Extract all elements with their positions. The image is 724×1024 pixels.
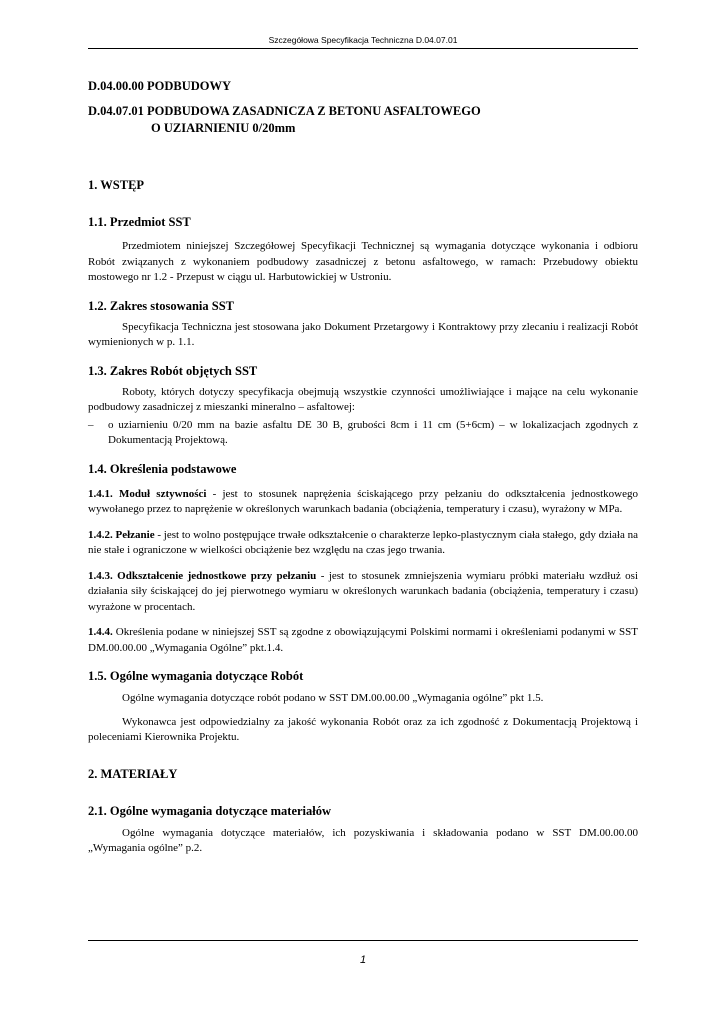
paragraph-1-5-a: Ogólne wymagania dotyczące robót podano w SST DM.00.00.00 „Wymagania ogólne” pkt 1.5. [122,692,544,704]
section-heading-2: 2. MATERIAŁY [88,766,178,781]
definition-1-4-1 [88,487,638,518]
definition-term: 1.4.2. Pełzanie [88,528,155,541]
paragraph-1-5-b: Wykonawca jest odpowiedzialny za jakość wykonania Robót oraz za ich zgodność z Dokumentacją Projektową i poleceniami Kierownika Projektu. [88,715,638,743]
definition-text: Określenia podane w niniejszej SST są zgodne z obowiązującymi Polskimi normami i określeniami podanymi w SST DM.00.00.00 „Wymagania Ogólne” pkt.1.4. [88,626,638,654]
section-heading-2-1: 2.1. Ogólne wymagania dotyczące materiałów [88,803,332,818]
definition-1-4-3 [88,569,638,616]
header-rule [88,48,638,49]
definition-term: 1.4.1. Moduł sztywności [88,487,207,500]
definition-1-4-2 [88,528,638,559]
document-group-title: D.04.00.00 PODBUDOWY [88,79,232,93]
paragraph-1-1: Przedmiotem niniejszej Szczegółowej Specyfikacji Technicznej są wymagania dotyczące wykonania i odbioru Robót związanych z wykonaniem podbudowy zasadniczej z betonu asfaltowego, w ramach: Przebudowy obiektu mostowego nr 1.2 - Przepust w ciągu ul. Harbutowickiej w Ustroniu. [88,240,638,283]
definition-text: - jest to stosunek naprężenia ściskającego przy pełzaniu do odkształcenia jednostkowego wywołanego przez to naprężenie w określonych warunkach badania (obciążenia, temperatury i czasu), wyrażony w MPa. [88,487,639,515]
section-heading-1: 1. WSTĘP [88,178,145,192]
footer-rule [88,940,638,941]
paragraph-1-3: Roboty, których dotyczy specyfikacja obejmują wszystkie czynności umożliwiające i mające na celu wykonanie podbudowy zasadniczej z mieszanki mineralno – asfaltowej: [88,385,638,413]
page-number: 1 [359,954,367,966]
list-item-text: o uziarnieniu 0/20 mm na bazie asfaltu DE 30 B, grubości 8cm i 11 cm (5+6cm) – w lokalizacjach zgodnych z Dokumentacją Projektową. [108,418,638,446]
dash-bullet: – [88,418,94,431]
section-heading-1-2: 1.2. Zakres stosowania SST [88,298,234,313]
document-title: D.04.07.01 PODBUDOWA ZASADNICZA Z BETONU ASFALTOWEGO [88,104,481,118]
document-body [88,78,638,857]
section-heading-1-5: 1.5. Ogólne wymagania dotyczące Robót [88,669,304,683]
definition-text: - jest to wolno postępujące trwałe odkształcenie o charakterze lepko-plastycznym ciała stałego, gdy działa na nie stałe i ograniczone w wielkości obciążenie bez względu na czas jego trwania. [88,528,638,556]
running-header: Szczegółowa Specyfikacja Techniczna D.04.07.01 [268,35,458,45]
section-heading-1-3: 1.3. Zakres Robót objętych SST [88,363,258,378]
list-item [88,418,638,449]
document-title-continued: O UZIARNIENIU 0/20mm [151,121,296,135]
section-heading-1-1: 1.1. Przedmiot SST [88,215,191,229]
definition-1-4-4 [88,625,638,656]
paragraph-1-2: Specyfikacja Techniczna jest stosowana jako Dokument Przetargowy i Kontraktowy przy zlecaniu i realizacji Robót wymienionych w p. 1.1. [88,320,638,348]
paragraph-2-1: Ogólne wymagania dotyczące materiałów, ich pozyskiwania i składowania podano w SST DM.00.00.00 „Wymagania ogólne” p.2. [88,826,638,854]
definition-term: 1.4.4. [88,626,113,638]
definition-text: - jest to stosunek zmniejszenia wymiaru próbki materiału wzdłuż osi działania siły ściskającej do jej pierwotnego wymiaru w określonych warunkach badania (obciążenia, temperatury i czasu) wyrażone w procentach. [88,569,639,613]
section-heading-1-4: 1.4. Określenia podstawowe [88,461,237,476]
definition-term: 1.4.3. Odkształcenie jednostkowe przy pełzaniu [88,569,317,582]
